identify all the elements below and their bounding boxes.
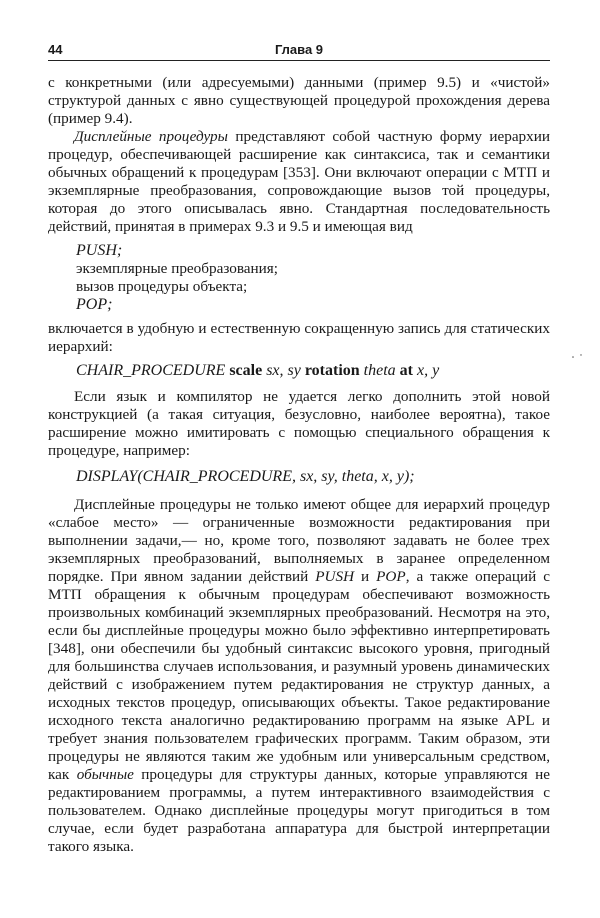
- formula-kw-scale: scale: [229, 362, 263, 379]
- paragraph-2-text: представляют собой частную форму иерархии процедур, обеспечивающей расширение как синтаксиса, так и семантики обычных обращений к процедурам [353]. Они включают операции с МТП и экземплярные преобразования, сопровождающие вызов той процедуры, которая до этого описывалась явно. Стандартная последовательность действий, принятая в примерах 9.3 и 9.5 и имеющая вид: [48, 128, 550, 235]
- formula-theta: theta: [363, 362, 396, 379]
- term-display-procedures: Дисплейные процедуры: [74, 128, 228, 145]
- page-body: [48, 74, 550, 856]
- paragraph-5: [48, 496, 550, 856]
- paragraph-5-text-b: , а также операций с МТП обращения к обычным процедурам обеспечивают возможность произвольных комбинаций экземплярных преобразований. Несмотря на это, если бы дисплейные процедуры можно было эффективно интерпретировать [348], они обеспечили бы удобный синтаксис высокого уровня, пригодный для большинства случаев использования, и разумный уровень динамических действий с изображением путем редактирования не структур данных, а исходных текстов процедур, описывающих объекты. Такое редактирование исходного текста аналогично редактированию программ на языке APL и требует знания пользователем графических программ. Таким образом, эти процедуры не являются таким же удобным или универсальным средством, как: [48, 568, 550, 783]
- paragraph-5-text-c: процедуры для структуры данных, которые управляются не редактированием программы, а путем интерактивного взаимодействия с пользователем. Однако дисплейные процедуры могут пригодиться в том случае, если будет разработана аппаратура для быстрой интерпретации такого языка.: [48, 766, 550, 855]
- formula-scale-args: sx, sy: [266, 362, 301, 379]
- code-line-pop: POP;: [76, 296, 113, 313]
- paragraph-5-and: и: [354, 568, 377, 585]
- paragraph-1: с конкретными (или адресуемыми) данными (пример 9.5) и «чистой» структурой данных с явно существующей процедурой прохождения дерева (пример 9.4).: [48, 74, 550, 127]
- code-line-transforms: экземплярные преобразования;: [76, 260, 278, 277]
- term-ordinary: обычные: [76, 766, 134, 783]
- code-line-push: PUSH;: [76, 242, 123, 259]
- code-line-call: вызов процедуры объекта;: [76, 278, 248, 295]
- formula-kw-at: at: [399, 362, 413, 379]
- formula-kw-rotation: rotation: [304, 362, 360, 379]
- code-block: [76, 242, 550, 314]
- chapter-title: Глава 9: [274, 42, 324, 57]
- formula-chair-procedure: [76, 360, 550, 382]
- term-pop: POP: [376, 568, 406, 585]
- page-number: 44: [48, 42, 63, 57]
- paragraph-3: включается в удобную и естественную сокращенную запись для статических иерархий:: [48, 320, 550, 355]
- formula-display-call: DISPLAY(CHAIR_PROCEDURE, sx, sy, theta, x, y);: [76, 468, 415, 485]
- scan-speck-mark: [570, 353, 586, 359]
- formula-at-args: x, y: [416, 362, 440, 379]
- paragraph-2: [48, 128, 550, 236]
- running-header: [48, 40, 550, 61]
- formula-proc-name: CHAIR_PROCEDURE: [76, 362, 226, 379]
- paragraph-4: Если язык и компилятор не удается легко дополнить этой новой конструкцией (а такая ситуация, безусловно, наиболее вероятна), такое расширение можно имитировать с помощью специального обращения к процедуре, например:: [48, 388, 550, 459]
- term-push: PUSH: [315, 568, 355, 585]
- paragraph-5-text-a: Дисплейные процедуры не только имеют общее для иерархий процедур «слабое место» — ограниченные возможности редактирования при выполнении задачи,— но, кроме того, позволяют задавать не более трех экземплярных преобразований, выполняемых в заранее определенном порядке. При явном задании действий: [48, 496, 550, 585]
